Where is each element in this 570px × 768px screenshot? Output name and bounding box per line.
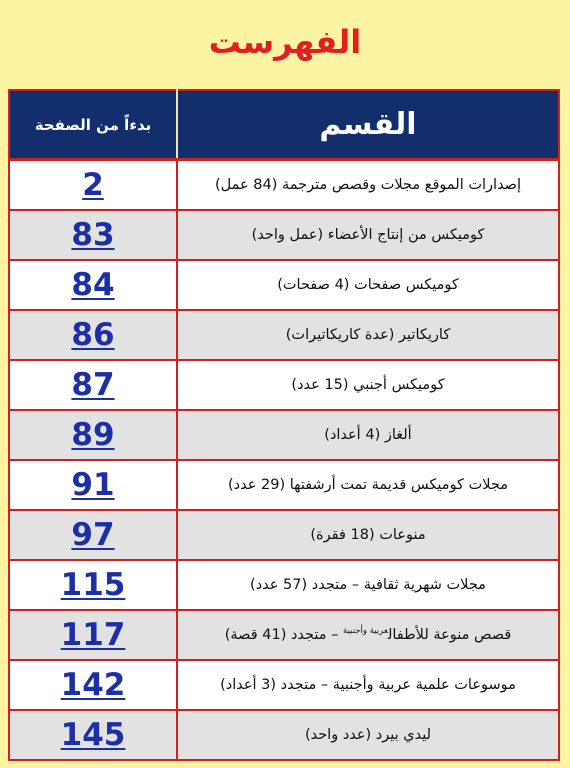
page-link[interactable]: 2 [82, 166, 104, 203]
page-cell [9, 660, 177, 710]
page-link[interactable]: 145 [60, 716, 126, 753]
section-title-superscript: عربية وأجنبية [343, 626, 388, 637]
page-cell [9, 210, 177, 260]
section-title: كاريكاتير (عدة كاريكاتيرات) [177, 310, 559, 360]
table-row [9, 410, 559, 460]
page-cell [9, 310, 177, 360]
page-cell [9, 710, 177, 760]
section-title: كوميكس من إنتاج الأعضاء (عمل واحد) [177, 210, 559, 260]
table-row [9, 260, 559, 310]
page-link[interactable]: 89 [71, 416, 115, 453]
page-link[interactable]: 87 [71, 366, 115, 403]
table-header-row [9, 90, 559, 160]
page-link[interactable]: 117 [60, 616, 126, 653]
table-row [9, 360, 559, 410]
page-cell [9, 410, 177, 460]
table-row [9, 460, 559, 510]
page-link[interactable]: 86 [71, 316, 115, 353]
page-link[interactable]: 84 [71, 266, 115, 303]
table-row [9, 560, 559, 610]
page-link[interactable]: 97 [71, 516, 115, 553]
page-cell [9, 460, 177, 510]
table-row [9, 660, 559, 710]
section-title: موسوعات علمية عربية وأجنبية – متجدد (3 أعداد) [177, 660, 559, 710]
section-title: كوميكس أجنبي (15 عدد) [177, 360, 559, 410]
table-of-contents [8, 89, 560, 761]
header-section-column: القسم [177, 90, 559, 160]
section-title-main: قصص منوعة للأطفال [387, 626, 512, 643]
page-cell [9, 160, 177, 210]
page-cell [9, 610, 177, 660]
section-title: إصدارات الموقع مجلات وقصص مترجمة (84 عمل) [177, 160, 559, 210]
section-title: ألغاز (4 أعداد) [177, 410, 559, 460]
section-title-suffix: – متجدد (41 قصة) [224, 626, 344, 643]
table-row [9, 610, 559, 660]
table-row [9, 510, 559, 560]
table-row [9, 210, 559, 260]
page-cell [9, 560, 177, 610]
table-row [9, 710, 559, 760]
page-link[interactable]: 142 [60, 666, 126, 703]
page-link[interactable]: 91 [71, 466, 115, 503]
section-title: مجلات كوميكس قديمة تمت أرشفتها (29 عدد) [177, 460, 559, 510]
section-title: مجلات شهرية ثقافية – متجدد (57 عدد) [177, 560, 559, 610]
page-cell [9, 510, 177, 560]
section-title [177, 610, 559, 660]
header-page-column: بدءاً من الصفحة [9, 90, 177, 160]
section-title: منوعات (18 فقرة) [177, 510, 559, 560]
page-link[interactable]: 115 [60, 566, 126, 603]
table-row [9, 160, 559, 210]
page-cell [9, 360, 177, 410]
page-cell [9, 260, 177, 310]
section-title: ليدي بيرد (عدد واحد) [177, 710, 559, 760]
table-row [9, 310, 559, 360]
page-title: الفهرست [208, 23, 362, 61]
page-link[interactable]: 83 [71, 216, 115, 253]
section-title: كوميكس صفحات (4 صفحات) [177, 260, 559, 310]
